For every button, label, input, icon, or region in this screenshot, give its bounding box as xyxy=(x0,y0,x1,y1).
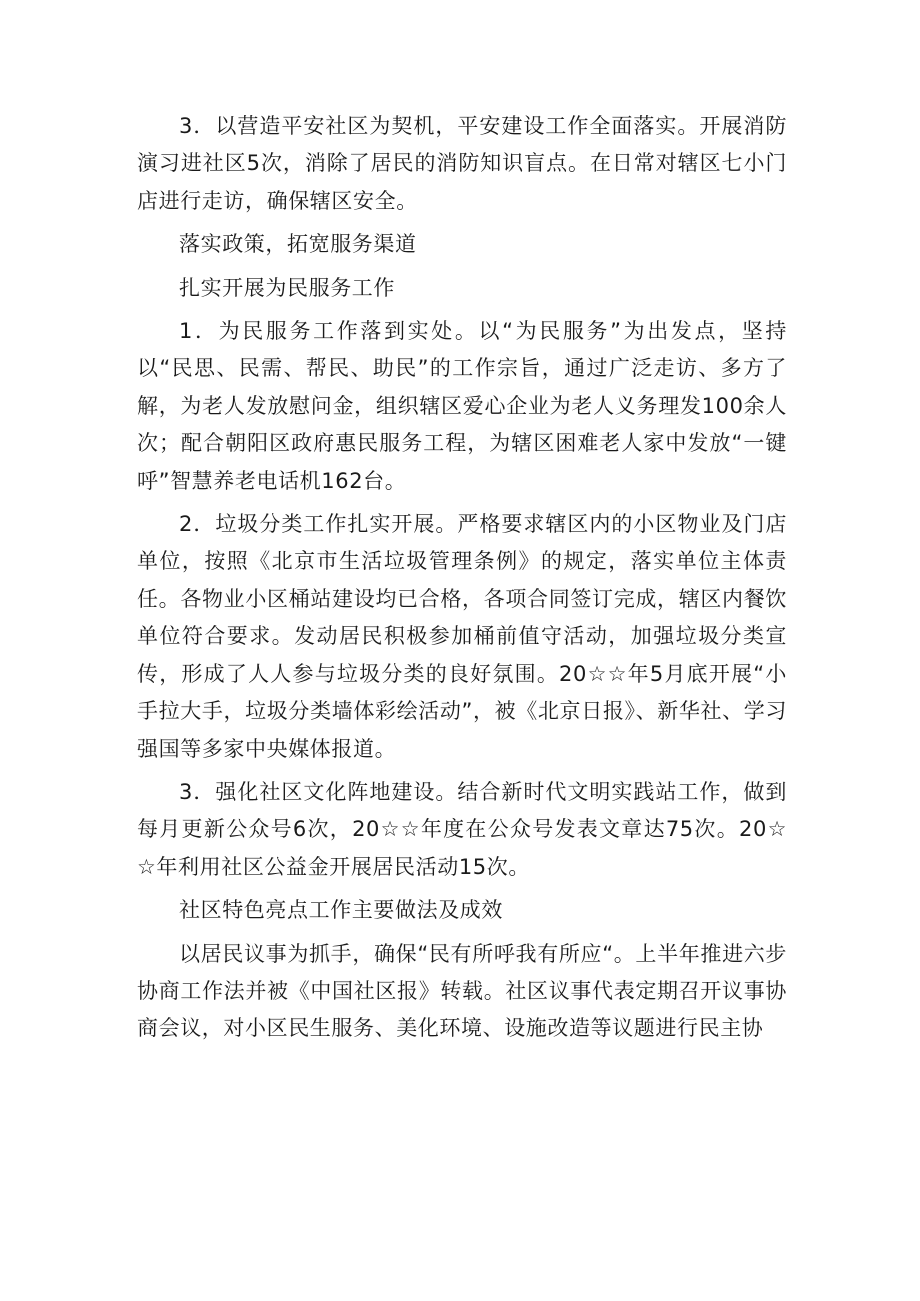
section-heading-service: 扎实开展为民服务工作 xyxy=(179,275,395,300)
paragraph-resident-council: 以居民议事为抓手，确保“民有所呼我有所应“。上半年推进六步协商工作法并被《中国社区报》转载。社区议事代表定期召开议事协商会议，对小区民生服务、美化环境、设施改造等议题进行民主协 xyxy=(137,941,787,1041)
section-heading-policy: 落实政策，拓宽服务渠道 xyxy=(179,232,417,257)
section-heading-highlights: 社区特色亮点工作主要做法及成效 xyxy=(179,898,503,923)
document-body xyxy=(137,108,787,1054)
paragraph-elderly-service: 1．为民服务工作落到实处。以“为民服务”为出发点，坚持以“民思、民需、帮民、助民”的工作宗旨，通过广泛走访、多方了解，为老人发放慰问金，组织辖区爱心企业为老人义务理发100余人次；配合朝阳区政府惠民服务工程，为辖区困难老人家中发放“一键呼”智慧养老电话机162台。 xyxy=(137,319,787,493)
paragraph-garbage-sorting: 2．垃圾分类工作扎实开展。严格要求辖区内的小区物业及门店单位，按照《北京市生活垃圾管理条例》的规定，落实单位主体责任。各物业小区桶站建设均已合格，各项合同签订完成，辖区内餐饮单位符合要求。发动居民积极参加桶前值守活动，加强垃圾分类宣传，形成了人人参与垃圾分类的良好氛围。20☆☆年5月底开展“小手拉大手，垃圾分类墙体彩绘活动”，被《北京日报》、新华社、学习强国等多家中央媒体报道。 xyxy=(137,512,787,761)
paragraph-culture: 3．强化社区文化阵地建设。结合新时代文明实践站工作，做到每月更新公众号6次，20☆☆年度在公众号发表文章达75次。20☆☆年利用社区公益金开展居民活动15次。 xyxy=(137,779,787,879)
paragraph-fire-safety: 3．以营造平安社区为契机，平安建设工作全面落实。开展消防演习进社区5次，消除了居民的消防知识盲点。在日常对辖区七小门店进行走访，确保辖区安全。 xyxy=(137,114,787,213)
